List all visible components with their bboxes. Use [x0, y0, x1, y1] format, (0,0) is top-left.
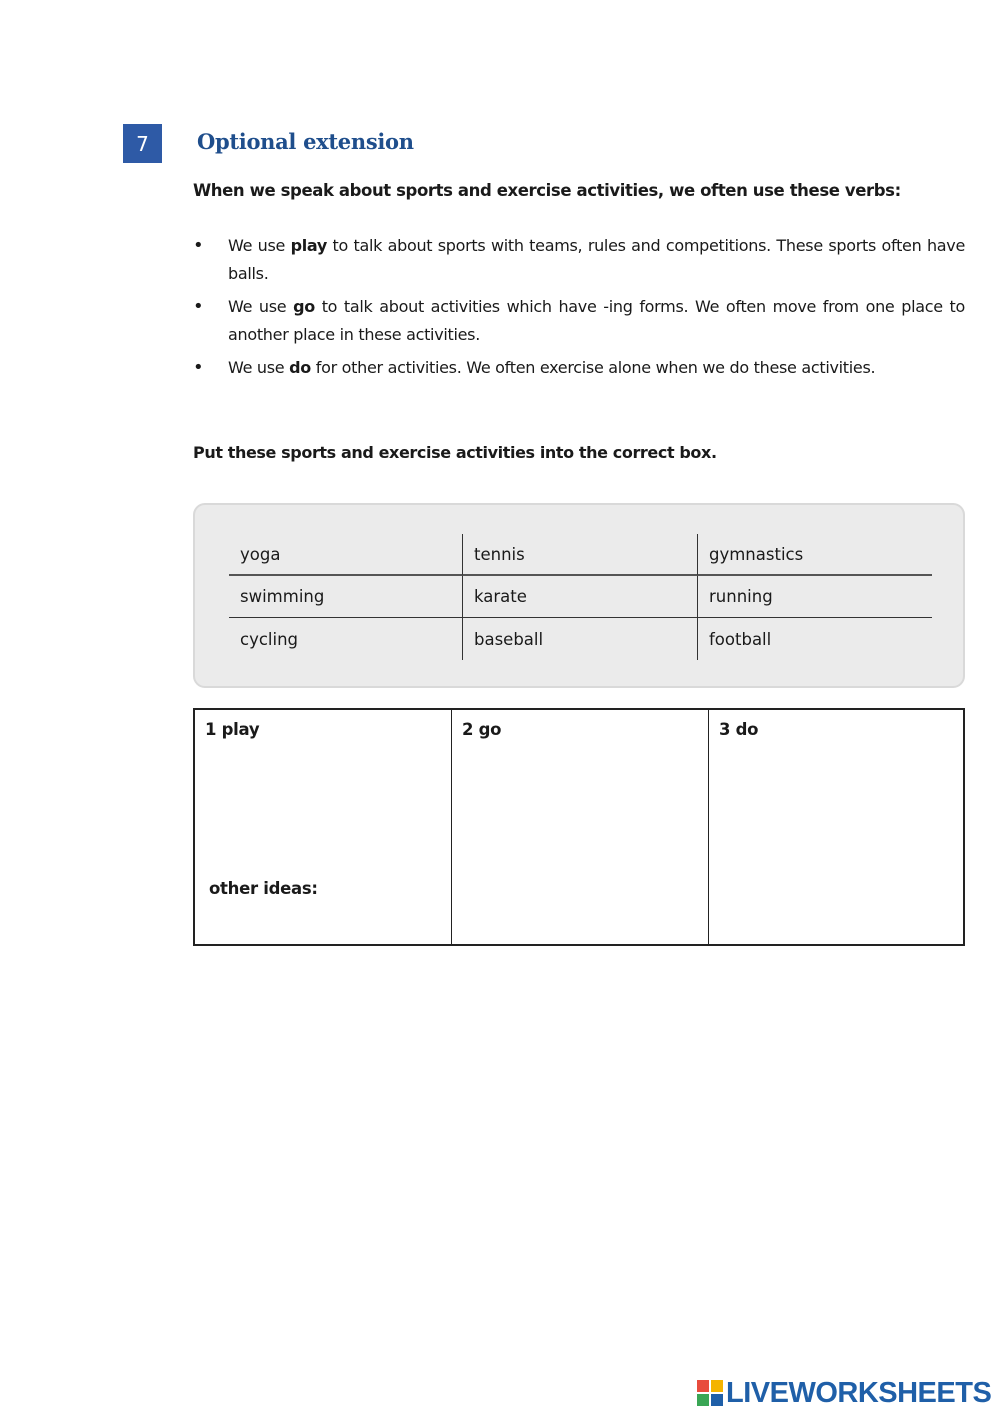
bullet-icon: • — [193, 235, 204, 256]
logo-icon — [697, 1380, 723, 1406]
instruction-text: Put these sports and exercise activities into the correct box. — [193, 443, 717, 462]
word-bank-item[interactable]: swimming — [229, 576, 463, 618]
section-title: Optional extension — [197, 129, 414, 154]
rule-play — [193, 232, 965, 288]
rule-do — [193, 354, 965, 382]
rule-text: We use — [228, 297, 294, 316]
word-bank-item[interactable]: tennis — [463, 534, 698, 576]
rule-text: to talk about sports with teams, rules and competitions. These sports often have balls. — [228, 236, 965, 283]
rule-text: for other activities. We often exercise alone when we do these activities. — [310, 358, 876, 377]
rule-verb: go — [293, 297, 315, 316]
answer-box-go[interactable] — [452, 710, 709, 944]
rule-go — [193, 293, 965, 349]
answer-header-play: 1 play — [205, 720, 260, 739]
answer-box-do[interactable] — [709, 710, 963, 944]
answer-box-play[interactable] — [195, 710, 452, 944]
rule-text: We use — [228, 236, 291, 255]
word-bank-item[interactable]: karate — [463, 576, 698, 618]
answer-header-go: 2 go — [462, 720, 502, 739]
liveworksheets-logo — [697, 1378, 991, 1408]
word-bank-grid — [229, 534, 932, 660]
rule-text: to talk about activities which have -ing forms. We often move from one place to another place in these activities. — [228, 297, 966, 344]
bullet-icon: • — [193, 296, 204, 317]
rule-verb: play — [290, 236, 328, 255]
word-bank-box — [193, 503, 965, 688]
verb-rules-list — [193, 232, 965, 387]
word-bank-item[interactable]: cycling — [229, 618, 463, 660]
word-bank-item[interactable]: running — [698, 576, 932, 618]
answer-header-do: 3 do — [719, 720, 759, 739]
rule-verb: do — [289, 358, 311, 377]
intro-text: When we speak about sports and exercise activities, we often use these verbs: — [193, 181, 901, 200]
answer-table — [193, 708, 965, 946]
bullet-icon: • — [193, 357, 204, 378]
rule-text: We use — [228, 358, 290, 377]
word-bank-item[interactable]: baseball — [463, 618, 698, 660]
word-bank-item[interactable]: football — [709, 629, 772, 649]
other-ideas-label: other ideas: — [209, 879, 318, 898]
section-number-badge: 7 — [123, 124, 162, 163]
logo-text: LIVEWORKSHEETS — [726, 1376, 992, 1409]
word-bank-item[interactable]: yoga — [229, 534, 463, 576]
word-bank-item[interactable]: gymnastics — [698, 534, 932, 576]
